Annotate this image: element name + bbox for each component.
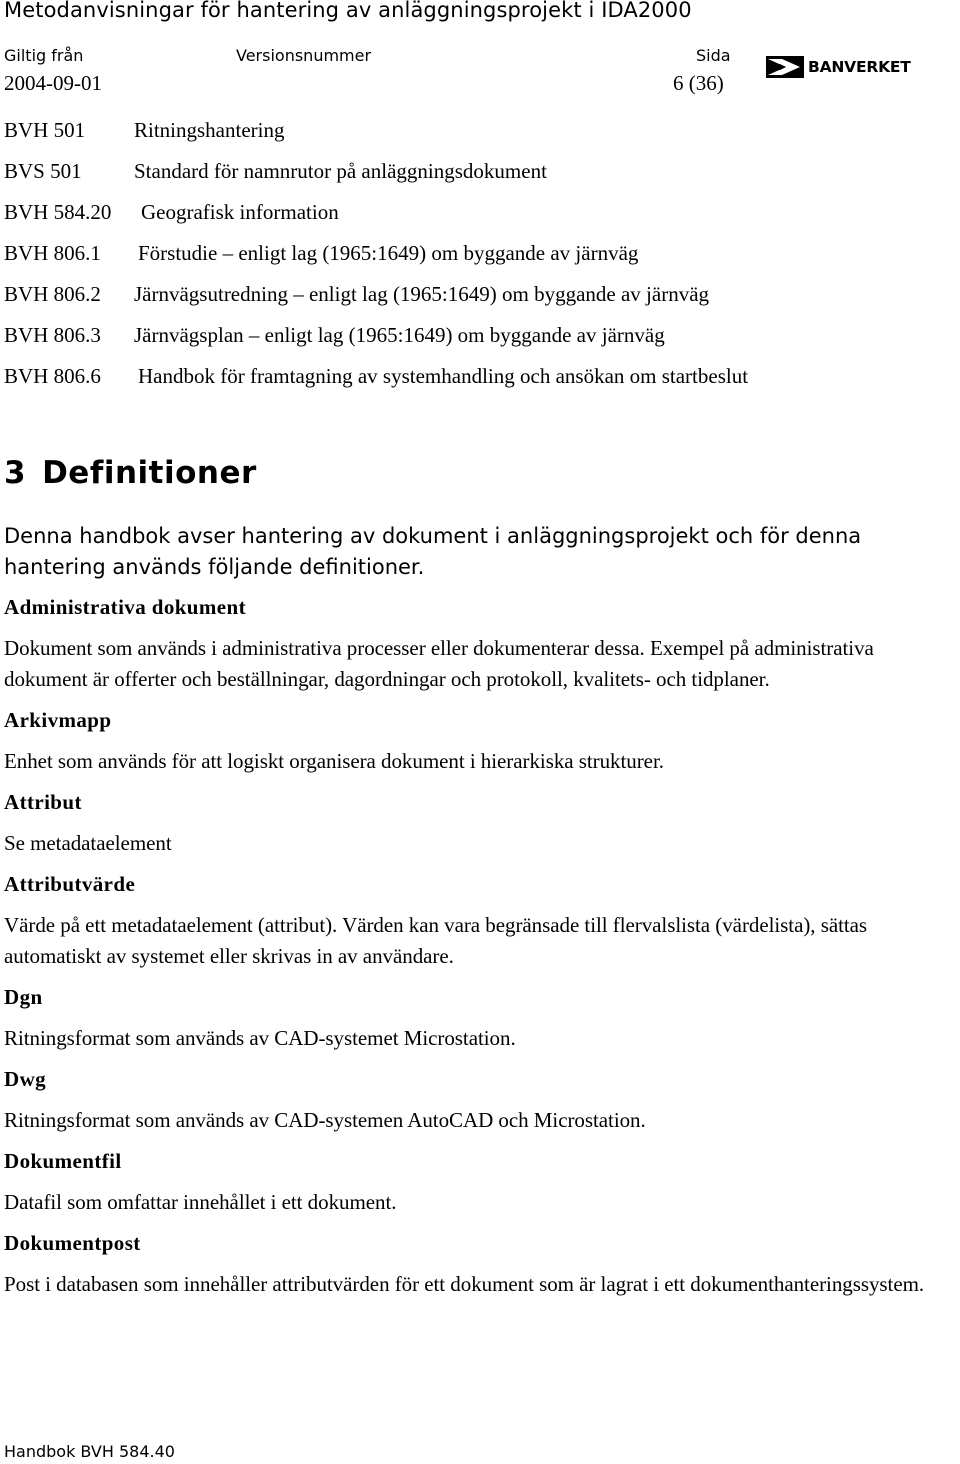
section-title: Definitioner (42, 455, 257, 491)
definition-text: Dokument som används i administrativa processer eller dokumenterar dessa. Exempel på administrativa dokument är offerter och beställningar, dagordningar och protokoll, kvalitets- och tidplaner. (4, 636, 874, 691)
section-intro (4, 521, 934, 583)
definition-term: Arkivmapp (4, 708, 112, 732)
reference-title: Geografisk information (141, 200, 339, 224)
definition-term: Administrativa dokument (4, 595, 246, 619)
reference-title: Järnvägsutredning – enligt lag (1965:1649) om byggande av järnväg (134, 282, 710, 306)
reference-title: Förstudie – enligt lag (1965:1649) om byggande av järnväg (138, 241, 639, 265)
reference-code: BVH 584.20 (4, 200, 112, 224)
valid-from-label: Giltig från (4, 46, 84, 65)
reference-code: BVH 806.3 (4, 323, 101, 347)
definition-term: Dwg (4, 1067, 47, 1091)
reference-code: BVS 501 (4, 159, 82, 183)
reference-code: BVH 806.2 (4, 282, 101, 306)
banverket-logo-text: BANVERKET (808, 58, 911, 76)
definition-term: Dokumentpost (4, 1231, 141, 1255)
page-label: Sida (696, 46, 731, 65)
definition-term: Dgn (4, 985, 43, 1009)
reference-title: Standard för namnrutor på anläggningsdokument (134, 159, 547, 183)
footer-text: Handbok BVH 584.40 (4, 1442, 175, 1461)
reference-code: BVH 806.6 (4, 364, 101, 388)
section-heading (4, 455, 257, 491)
definition-term: Attribut (4, 790, 82, 814)
definition-term: Dokumentfil (4, 1149, 122, 1173)
definition-text: Ritningsformat som används av CAD-systemet Microstation. (4, 1026, 516, 1050)
valid-from-value: 2004-09-01 (4, 71, 102, 95)
definition-text: Post i databasen som innehåller attributvärden för ett dokument som är lagrat i ett dokumenthanteringssystem. (4, 1272, 925, 1296)
definition-list (4, 592, 959, 1310)
definition-text: Värde på ett metadataelement (attribut). Värden kan vara begränsade till flervalslista (värdelista), sättas automatiskt av systemet eller skrivas in av användare. (4, 913, 868, 968)
section-number: 3 (4, 455, 27, 491)
section-intro-text: Denna handbok avser hantering av dokument i anläggningsprojekt och för denna hantering används följande definitioner. (4, 524, 862, 579)
document-title: Metodanvisningar för hantering av anläggningsprojekt i IDA2000 (4, 0, 692, 22)
reference-title: Handbok för framtagning av systemhandling och ansökan om startbeslut (138, 364, 749, 388)
page-number: 6 (36) (673, 71, 724, 95)
reference-code: BVH 806.1 (4, 241, 101, 265)
reference-title: Järnvägsplan – enligt lag (1965:1649) om byggande av järnväg (134, 323, 665, 347)
definition-term: Attributvärde (4, 872, 136, 896)
definition-text: Ritningsformat som används av CAD-systemen AutoCAD och Microstation. (4, 1108, 646, 1132)
reference-code: BVH 501 (4, 118, 86, 142)
banverket-logo-icon (766, 56, 804, 78)
banverket-logo (766, 56, 911, 78)
definition-text: Se metadataelement (4, 831, 172, 855)
version-label: Versionsnummer (236, 46, 372, 65)
definition-text: Enhet som används för att logiskt organisera dokument i hierarkiska strukturer. (4, 749, 664, 773)
reference-title: Ritningshantering (134, 118, 285, 142)
definition-text: Datafil som omfattar innehållet i ett dokument. (4, 1190, 397, 1214)
